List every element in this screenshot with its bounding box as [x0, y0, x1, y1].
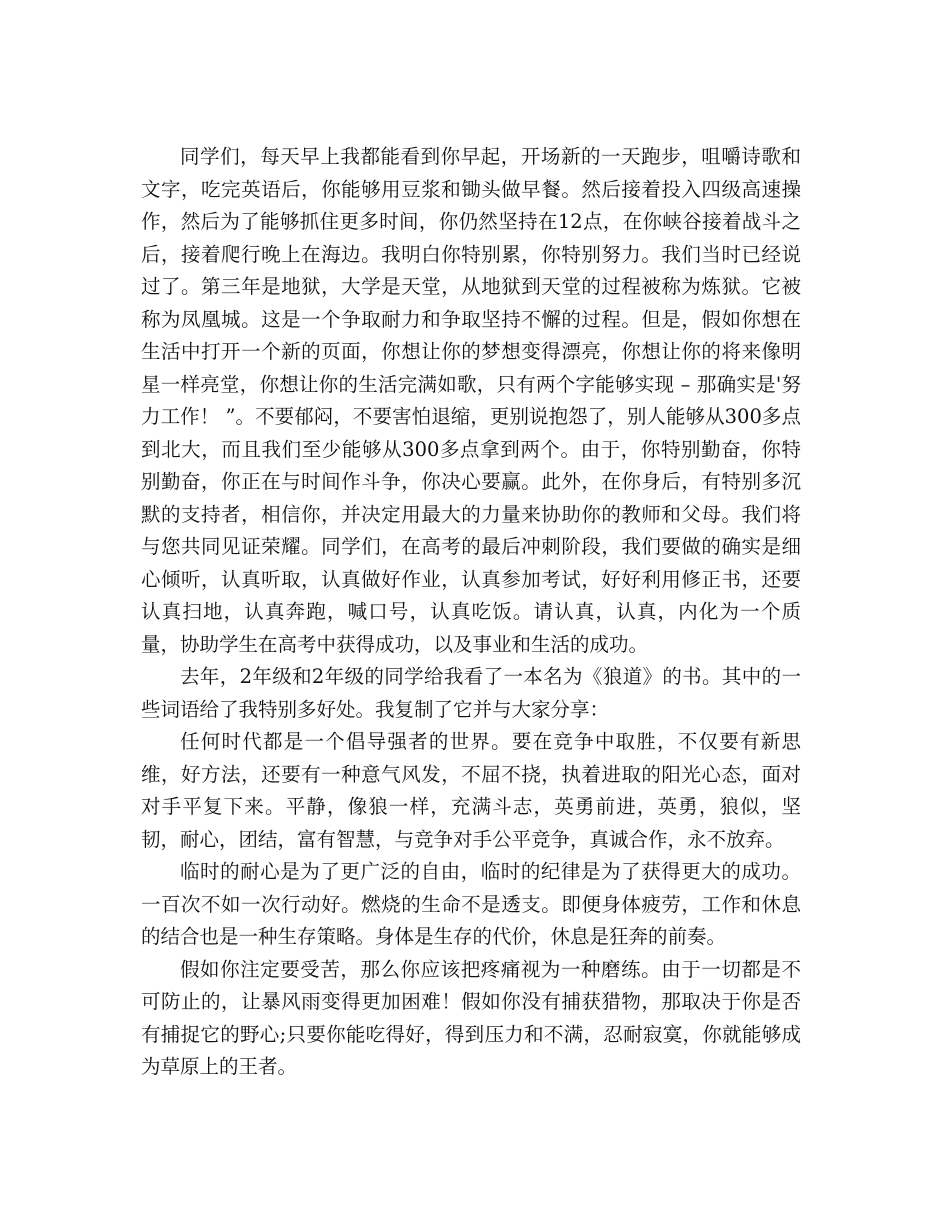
paragraph-4: 临时的耐心是为了更广泛的自由，临时的纪律是为了获得更大的成功。一百次不如一次行动好。燃烧的生命不是透支。即便身体疲劳，工作和休息的结合也是一种生存策略。身体是生存的代价，休息是狂奔的前奏。	[141, 860, 801, 948]
document-page	[141, 141, 801, 1084]
paragraph-2: 去年，2年级和2年级的同学给我看了一本名为《狼道》的书。其中的一些词语给了我特别多好处。我复制了它并与大家分享：	[141, 665, 801, 721]
paragraph-5: 假如你注定要受苦，那么你应该把疼痛视为一种磨练。由于一切都是不可防止的，让暴风雨变得更加困难！假如你没有捕获猎物，那取决于你是否有捕捉它的野心;只要你能吃得好，得到压力和不满，忍耐寂寞，你就能够成为草原上的王者。	[141, 957, 801, 1078]
paragraph-3: 任何时代都是一个倡导强者的世界。要在竞争中取胜，不仅要有新思维，好方法，还要有一种意气风发，不屈不挠，执着进取的阳光心态，面对对手平复下来。平静，像狼一样，充满斗志，英勇前进，英勇，狼似，坚韧，耐心，团结，富有智慧，与竞争对手公平竞争，真诚合作，永不放弃。	[141, 730, 801, 851]
paragraph-1: 同学们，每天早上我都能看到你早起，开场新的一天跑步，咀嚼诗歌和文字，吃完英语后，你能够用豆浆和锄头做早餐。然后接着投入四级高速操作，然后为了能够抓住更多时间，你仍然坚持在12点，在你峡谷接着战斗之后，接着爬行晚上在海边。我明白你特别累，你特别努力。我们当时已经说过了。第三年是地狱，大学是天堂，从地狱到天堂的过程被称为炼狱。它被称为凤凰城。这是一个争取耐力和争取坚持不懈的过程。但是，假如你想在生活中打开一个新的页面，你想让你的梦想变得漂亮，你想让你的将来像明星一样亮堂，你想让你的生活完满如歌，只有两个字能够实现 – 那确实是'努力工作！ ”。不要郁闷，不要害怕退缩，更别说抱怨了，别人能够从300多点到北大，而且我们至少能够从300多点拿到两个。由于，你特别勤奋，你特别勤奋，你正在与时间作斗争，你决心要赢。此外，在你身后，有特别多沉默的支持者，相信你，并决定用最大的力量来协助你的教师和父母。我们将与您共同见证荣耀。同学们，在高考的最后冲刺阶段，我们要做的确实是细心倾听，认真听取，认真做好作业，认真参加考试，好好利用修正书，还要认真扫地，认真奔跑，喊口号，认真吃饭。请认真，认真，内化为一个质量，协助学生在高考中获得成功，以及事业和生活的成功。	[141, 145, 801, 656]
